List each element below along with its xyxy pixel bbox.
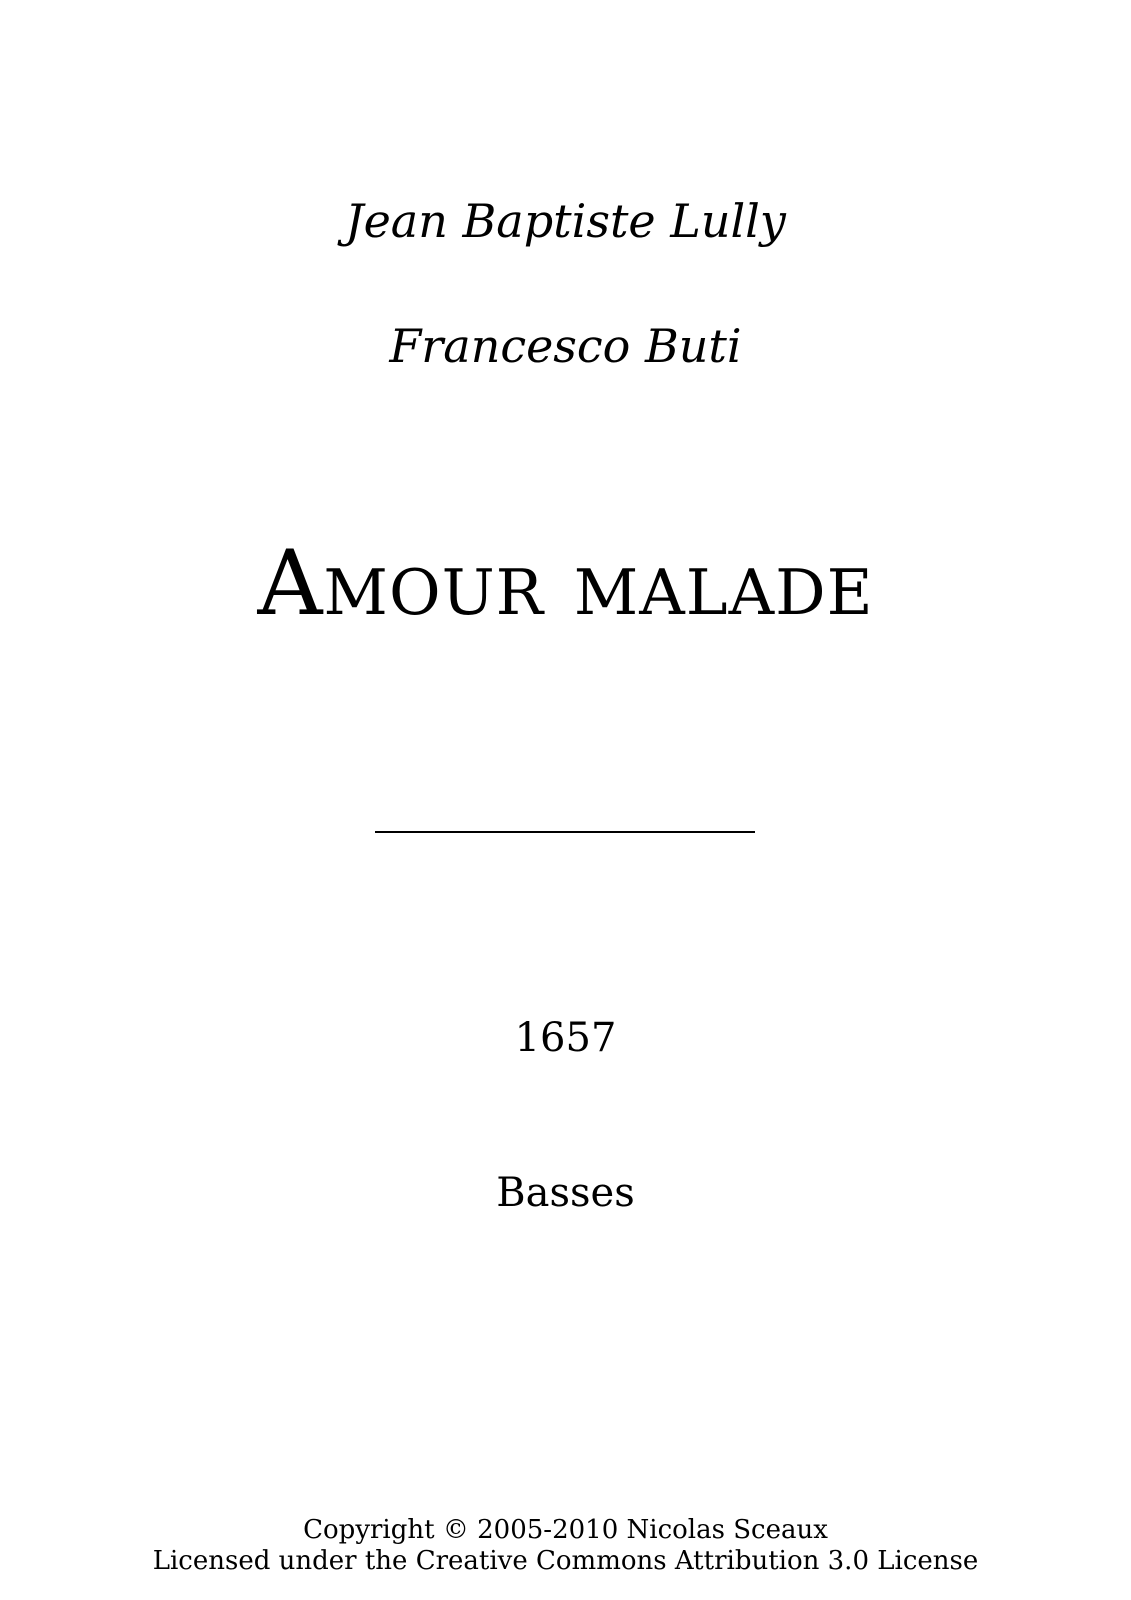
poet-name: Francesco Buti [389,319,742,373]
horizontal-divider [375,831,755,833]
composer-name: Jean Baptiste Lully [345,194,786,248]
work-date: 1657 [514,1015,617,1061]
footer-license: Licensed under the Creative Commons Attribution 3.0 License [152,1546,979,1576]
part-name: Basses [496,1170,635,1216]
work-title: Amour malade [257,531,874,636]
footer-copyright: Copyright © 2005-2010 Nicolas Sceaux [303,1515,828,1545]
